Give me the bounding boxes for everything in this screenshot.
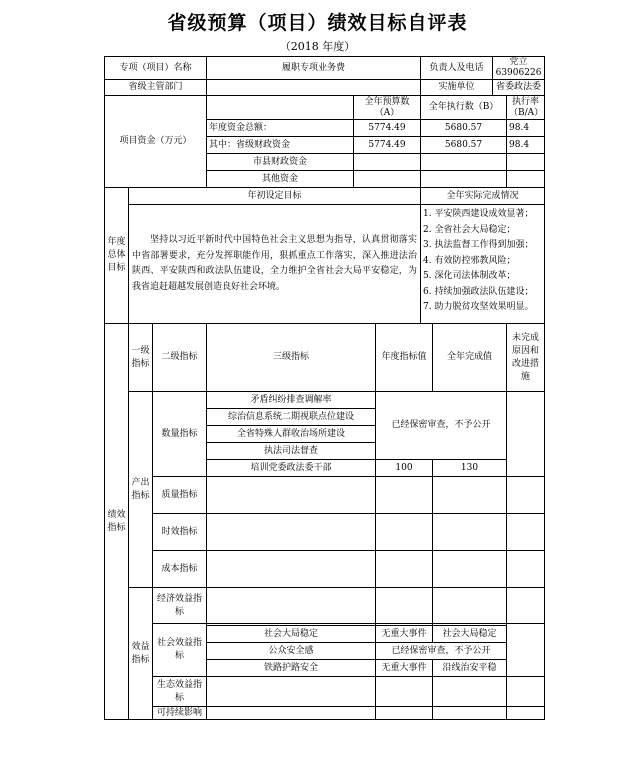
training-item: 培训党委政法委干部 bbox=[207, 460, 376, 477]
sustain-item bbox=[207, 707, 376, 720]
goal-text: 坚持以习近平新时代中国特色社会主义思想为指导，认真贯彻落实中省部署要求，充分发挥职能作用，狠抓重点工作落实，深入推进法治陕西、平安陕西和政法队伍建设，全力维护全省社会大局平安稳定，为我省追赶超越发展创造良好社会环境。 bbox=[129, 205, 421, 324]
social-item: 铁路护路安全 bbox=[207, 660, 376, 677]
economic-item bbox=[207, 588, 376, 624]
ecological-item bbox=[207, 677, 376, 707]
fund-row-name: 其他资金 bbox=[207, 171, 354, 188]
funds-label: 项目资金（万元） bbox=[105, 96, 207, 188]
col-l1: 一级指标 bbox=[129, 324, 153, 392]
cost-actual bbox=[433, 551, 507, 588]
ecological-actual bbox=[433, 677, 507, 707]
quantity-label: 数量指标 bbox=[153, 392, 207, 477]
col-target: 年度指标值 bbox=[376, 324, 433, 392]
person-label: 负责人及电话 bbox=[421, 57, 493, 80]
cost-target bbox=[376, 551, 433, 588]
secret-note: 已经保密审查，不予公开 bbox=[376, 643, 507, 660]
economic-actual bbox=[433, 588, 507, 624]
economic-reason bbox=[507, 588, 545, 624]
col-l2: 二级指标 bbox=[153, 324, 207, 392]
cost-item bbox=[207, 551, 376, 588]
quality-reason bbox=[507, 477, 545, 514]
fund-row-exec bbox=[421, 171, 507, 188]
fund-row-budget: 5774.49 bbox=[354, 120, 421, 137]
done-item: 1. 平安陕西建设成效显著； bbox=[423, 209, 534, 219]
timeliness-reason bbox=[507, 514, 545, 551]
fund-row-rate: 98.4 bbox=[507, 120, 545, 137]
quality-actual bbox=[433, 477, 507, 514]
fund-row-name: 年度资金总额： bbox=[207, 120, 354, 137]
timeliness-target bbox=[376, 514, 433, 551]
quantity-item: 矛盾纠纷排查调解率 bbox=[207, 392, 376, 409]
perf-label: 绩效指标 bbox=[105, 324, 129, 720]
fund-row-rate: 98.4 bbox=[507, 137, 545, 154]
training-actual: 130 bbox=[433, 460, 507, 477]
goal-header: 年初设定目标 bbox=[129, 188, 421, 205]
fund-row-exec: 5680.57 bbox=[421, 137, 507, 154]
social-item: 公众安全感 bbox=[207, 643, 376, 660]
person-value: 党立 63906226 bbox=[493, 57, 545, 80]
social-actual: 社会大局稳定 bbox=[433, 626, 507, 643]
social-actual: 沿线治安平稳 bbox=[433, 660, 507, 677]
evaluation-table bbox=[104, 56, 545, 720]
fund-row-budget: 5774.49 bbox=[354, 137, 421, 154]
done-item: 4. 有效防控邪教风险； bbox=[423, 255, 516, 266]
fund-row-budget bbox=[354, 154, 421, 171]
ecological-label: 生态效益指标 bbox=[153, 677, 207, 707]
ecological-target bbox=[376, 677, 433, 707]
col-budget: 全年预算数（A） bbox=[354, 96, 421, 120]
fund-row-exec bbox=[421, 154, 507, 171]
sustain-reason bbox=[507, 707, 545, 720]
done-item: 6. 持续加强政法队伍建设； bbox=[423, 286, 534, 297]
done-item: 3. 执法监督工作得到加强； bbox=[423, 240, 534, 250]
fund-row-name: 其中：省级财政资金 bbox=[207, 137, 354, 154]
timeliness-label: 时效指标 bbox=[153, 514, 207, 551]
output-label: 产出指标 bbox=[129, 392, 153, 588]
sustain-actual bbox=[433, 707, 507, 720]
fund-row-name: 市县财政资金 bbox=[207, 154, 354, 171]
quality-item bbox=[207, 477, 376, 514]
economic-label: 经济效益指标 bbox=[153, 588, 207, 624]
quantity-item: 执法司法督查 bbox=[207, 443, 376, 460]
cost-label: 成本指标 bbox=[153, 551, 207, 588]
done-item: 2. 全省社会大局稳定； bbox=[423, 224, 516, 235]
dept-label: 省级主管部门 bbox=[105, 80, 207, 96]
project-name: 履职专项业务费 bbox=[207, 57, 421, 80]
social-target: 无重大事件 bbox=[376, 626, 433, 643]
sustain-label: 可持续影响 bbox=[153, 707, 207, 720]
col-l3: 三级指标 bbox=[207, 324, 376, 392]
fund-row-exec: 5680.57 bbox=[421, 120, 507, 137]
fund-row-rate bbox=[507, 171, 545, 188]
quantity-item: 综治信息系统二期视联点位建设 bbox=[207, 409, 376, 426]
economic-target bbox=[376, 588, 433, 624]
sustain-target bbox=[376, 707, 433, 720]
secret-note: 已经保密审查，不予公开 bbox=[376, 392, 507, 460]
project-name-label: 专项（项目）名称 bbox=[105, 57, 207, 80]
dept-value bbox=[207, 80, 421, 96]
fund-row-rate bbox=[507, 154, 545, 171]
social-label: 社会效益指标 bbox=[153, 624, 207, 677]
social-item: 社会大局稳定 bbox=[207, 626, 376, 643]
training-target: 100 bbox=[376, 460, 433, 477]
benefit-label: 效益指标 bbox=[129, 588, 153, 720]
quality-label: 质量指标 bbox=[153, 477, 207, 514]
done-header: 全年实际完成情况 bbox=[421, 188, 545, 205]
report-year: （2018 年度） bbox=[279, 40, 356, 53]
fund-row-budget bbox=[354, 171, 421, 188]
quantity-item: 全省特殊人群收治场所建设 bbox=[207, 426, 376, 443]
annual-goal-label: 年度总体目标 bbox=[105, 188, 129, 324]
impl-value: 省委政法委 bbox=[493, 80, 545, 96]
page-title: 省级预算（项目）绩效目标自评表 bbox=[167, 12, 468, 34]
cost-reason bbox=[507, 551, 545, 588]
done-item: 5. 深化司法体制改革； bbox=[423, 271, 516, 281]
col-rate: 执行率（B/A） bbox=[507, 96, 545, 120]
social-reason bbox=[507, 624, 545, 677]
ecological-reason bbox=[507, 677, 545, 707]
col-actual: 全年完成值 bbox=[433, 324, 507, 392]
col-reason: 未完成原因和改进措施 bbox=[507, 324, 545, 392]
timeliness-actual bbox=[433, 514, 507, 551]
quality-target bbox=[376, 477, 433, 514]
done-list bbox=[421, 205, 545, 324]
social-target: 无重大事件 bbox=[376, 660, 433, 677]
col-exec: 全年执行数（B） bbox=[421, 96, 507, 120]
funds-blank bbox=[207, 96, 354, 120]
impl-label: 实施单位 bbox=[421, 80, 493, 96]
reason-cell bbox=[507, 392, 545, 477]
done-item: 7. 助力脱贫攻坚效果明显。 bbox=[423, 302, 534, 312]
timeliness-item bbox=[207, 514, 376, 551]
